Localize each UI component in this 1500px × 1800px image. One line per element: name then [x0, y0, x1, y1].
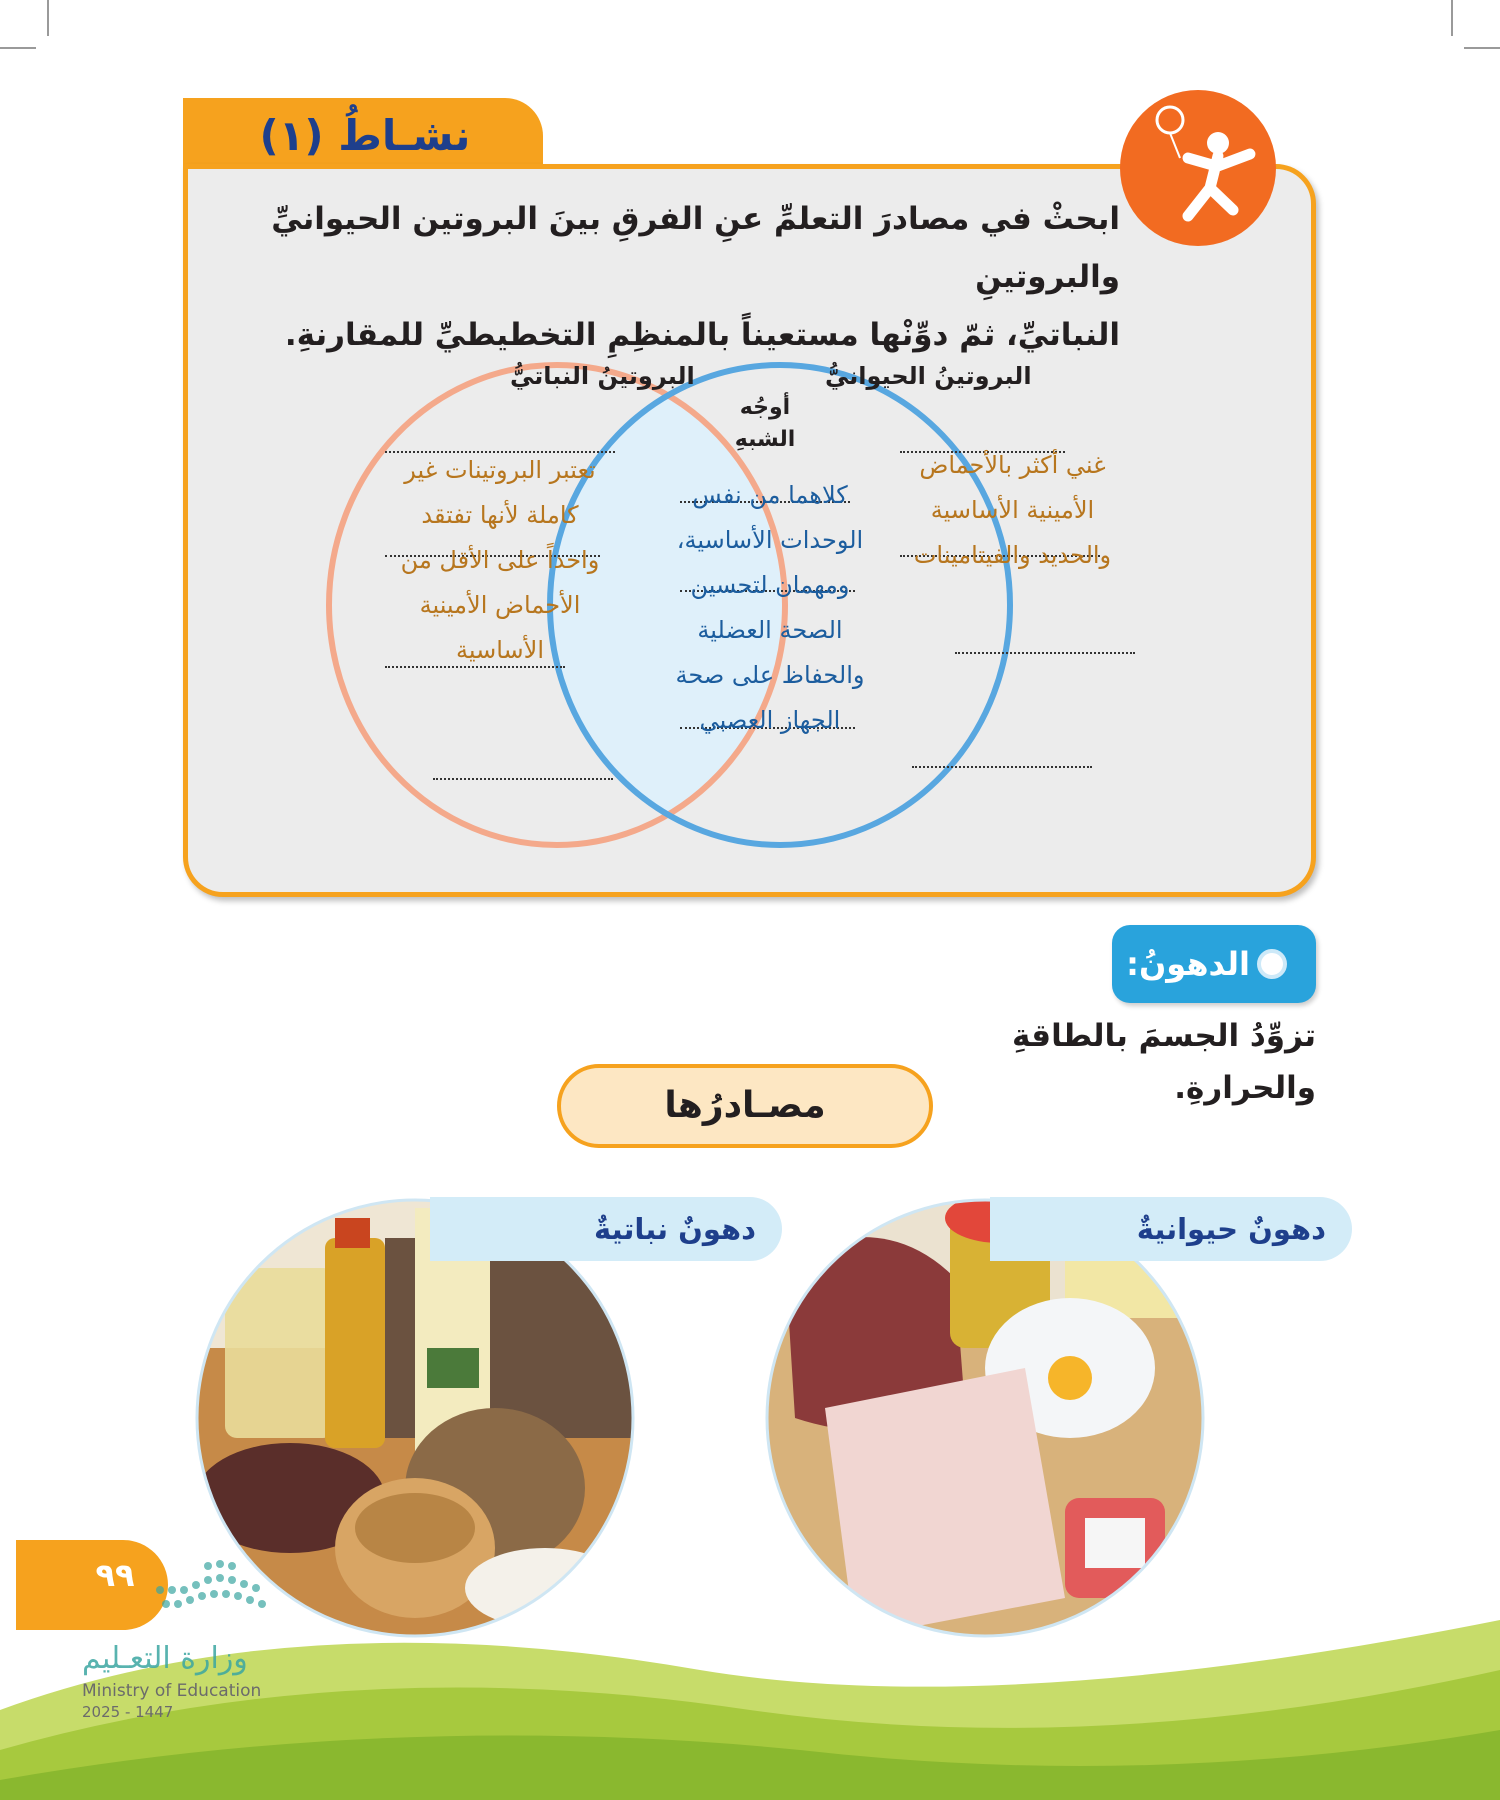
writing-line: [955, 652, 1135, 654]
similarity-note: كلاهما من نفس: [692, 481, 848, 509]
similarities-notes: [660, 473, 880, 743]
plant-fats-label: دهونٌ نباتيةٌ: [430, 1197, 782, 1261]
animal-note: غني أكثر بالأحماض: [919, 451, 1106, 479]
animal-protein-notes: [895, 443, 1130, 578]
activity-instruction: [200, 190, 1120, 364]
fats-title: الدهونُ:: [1126, 945, 1250, 983]
plant-protein-notes: [380, 448, 620, 673]
similarity-note: ومهمان لتحسين: [690, 571, 850, 599]
similarity-note: الوحدات الأساسية،: [676, 526, 864, 554]
instruction-line: ابحثْ في مصادرَ التعلمِّ عنِ الفرقِ بينَ البروتين الحيوانيِّ والبروتينِ: [271, 201, 1120, 295]
animal-fats-label: دهونٌ حيوانيةٌ: [990, 1197, 1352, 1261]
plant-note: الأحماض الأمينية: [419, 591, 581, 619]
similarity-note: الصحة العضلية: [697, 616, 843, 644]
sources-heading: مصـادرُها: [557, 1064, 933, 1148]
animal-note: والحديد والفيتامينات: [913, 541, 1112, 569]
crop-mark: [1464, 47, 1500, 49]
crop-mark: [47, 0, 49, 36]
bullet-icon: [1257, 949, 1287, 979]
writing-line: [912, 766, 1092, 768]
similarities-title-line: الشبهِ: [734, 427, 796, 452]
plant-protein-title: البروتينُ النباتيُّ: [510, 362, 695, 390]
plant-note: واحداً على الأقل من: [400, 546, 600, 574]
ministry-logo-icon: [150, 1550, 270, 1630]
similarities-title: [715, 392, 815, 456]
similarities-title-line: أوجُه: [739, 395, 791, 420]
crop-mark: [1451, 0, 1453, 36]
page-number: ٩٩: [95, 1556, 135, 1594]
ministry-name-english: Ministry of Education: [82, 1681, 262, 1701]
plant-note: تعتبر البروتينات غير: [404, 456, 596, 484]
plant-note: كاملة لأنها تفتقد: [421, 501, 579, 529]
activity-child-icon: [1118, 88, 1278, 248]
crop-mark: [0, 47, 36, 49]
similarity-note: الجهاز العصبي: [699, 706, 841, 734]
plant-note: الأساسية: [456, 636, 544, 664]
similarity-note: والحفاظ على صحة: [675, 661, 865, 689]
animal-protein-title: البروتينُ الحيوانيُّ: [825, 362, 1032, 390]
ministry-name-arabic: وزارة التعـليم: [82, 1641, 248, 1676]
ministry-year: 2025 - 1447: [82, 1703, 174, 1721]
animal-note: الأمينية الأساسية: [930, 496, 1095, 524]
writing-line: [433, 778, 613, 780]
instruction-line: النباتيِّ، ثمّ دوِّنْها مستعيناً بالمنظِمِ التخطيطيِّ للمقارنةِ.: [284, 317, 1120, 353]
fats-description: تزوِّدُ الجسمَ بالطاقةِ والحرارةِ.: [1011, 1018, 1316, 1106]
activity-title: نشـاطُ (١): [259, 111, 471, 160]
